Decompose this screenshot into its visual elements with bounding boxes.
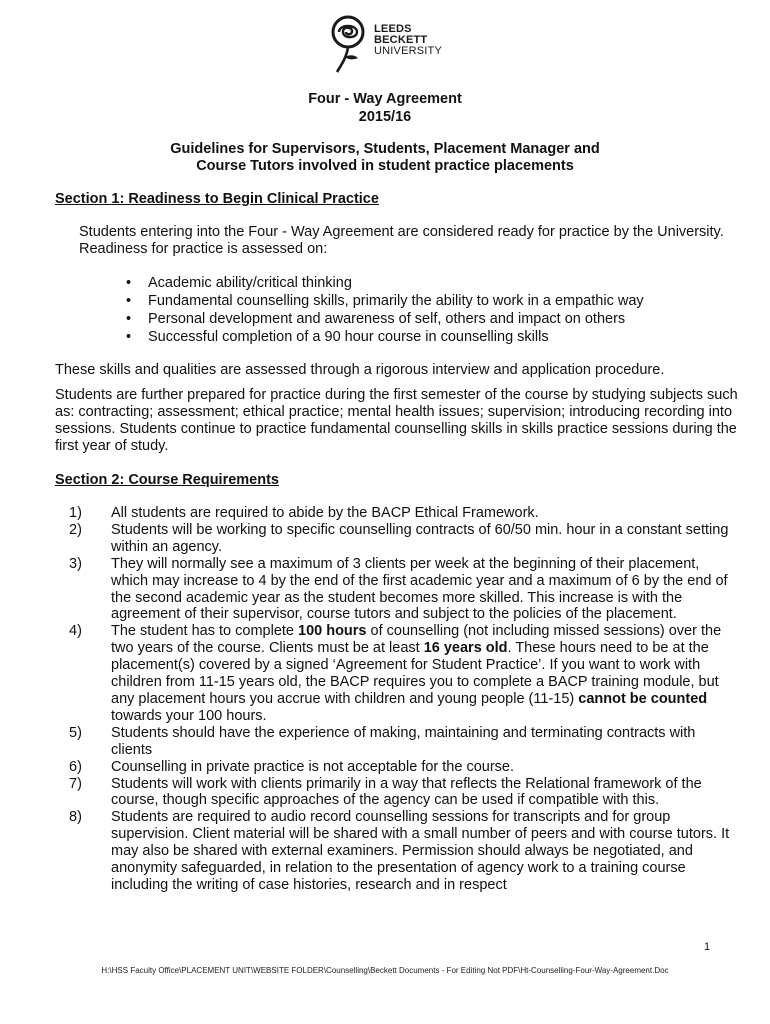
list-text: Students should have the experience of making, maintaining and terminating contracts with clients	[111, 724, 696, 758]
list-text: Students will be working to specific counselling contracts of 60/50 min. hour in a constant setting within an agency.	[111, 521, 729, 555]
document-subtitle-line1: Guidelines for Supervisors, Students, Placement Manager and	[170, 141, 600, 157]
list-number: 4)	[69, 623, 82, 640]
list-text: Students will work with clients primarily in a way that reflects the Relational framework of the course, though specific approaches of the agency can be used if compatible with this.	[111, 775, 702, 809]
prepared-paragraph: Students are further prepared for practice during the first semester of the course by studying subjects such as: contracting; assessment; ethical practice; mental health issues; supervision; introducing recording into sessions. Students continue to practice fundamental counselling skills in skills practice sessions during the first year of study.	[55, 387, 738, 454]
list-item: • Personal development and awareness of self, others and impact on others	[120, 310, 740, 328]
list-item	[55, 623, 735, 724]
bold-hours: 100 hours	[298, 623, 367, 640]
readiness-bullet-list	[120, 274, 740, 346]
list-item	[55, 759, 735, 776]
page-number: 1	[704, 941, 711, 953]
list-number: 3)	[69, 555, 82, 572]
list-number: 1)	[69, 505, 82, 521]
list-text: All students are required to abide by the BACP Ethical Framework.	[111, 505, 539, 521]
list-item	[55, 725, 735, 759]
list-item	[55, 809, 735, 894]
list-number: 2)	[69, 521, 82, 538]
document-subtitle-line2: Course Tutors involved in student practice placements	[196, 158, 574, 174]
list-text: Students are required to audio record counselling sessions for transcripts and for group supervision. Client material will be shared with a small number of peers and with course tutors. It may also be shared with external examiners. Permission should always be negotiated, and anonymity safeguarded, in relation to the presentation of agency work to a training course including the writing of case histories, research and in respect	[111, 809, 730, 893]
document-title: Four - Way Agreement	[308, 91, 462, 107]
list-text-part: of counselling (not including missed sessions) over the two years of the course. Clients must be at least	[111, 623, 722, 657]
list-item: • Successful completion of a 90 hour course in counselling skills	[120, 328, 740, 346]
logo-wordmark	[374, 24, 442, 57]
list-text-part: . These hours need to be at the placement(s) covered by a signed ‘Agreement for Student Practice’. If you want to work with children from 11-15 years old, the BACP requires you to complete a BACP training module, but any placement hours you accrue with children and young people (11-15)	[111, 640, 719, 707]
list-item	[55, 522, 735, 556]
list-text: Counselling in private practice is not acceptable for the course.	[111, 758, 514, 775]
list-item: • Fundamental counselling skills, primarily the ability to work in a empathic way	[120, 292, 740, 310]
logo-line-beckett: BECKETT	[374, 34, 428, 46]
list-number: 6)	[69, 758, 82, 775]
list-number: 5)	[69, 724, 82, 741]
list-item	[55, 556, 735, 624]
bold-not-counted: cannot be counted	[578, 690, 708, 707]
rose-icon	[328, 14, 368, 74]
section2-heading: Section 2: Course Requirements	[55, 472, 279, 488]
document-year: 2015/16	[358, 109, 412, 125]
skills-paragraph: These skills and qualities are assessed through a rigorous interview and application procedure.	[55, 362, 665, 378]
course-requirements-list	[55, 505, 735, 894]
logo-line-university: UNIVERSITY	[374, 45, 443, 57]
footer-file-path: H:\HSS Faculty Office\PLACEMENT UNIT\WEBSITE FOLDER\Counselling\Beckett Documents - For Editing Not PDF\Ht-Counselling-Four-Way-Agreement.Doc	[101, 966, 669, 975]
list-text-part: The student has to complete	[111, 623, 298, 640]
list-number: 7)	[69, 775, 82, 792]
list-item	[55, 505, 735, 522]
logo-line-leeds: LEEDS	[374, 23, 412, 35]
university-logo	[328, 14, 448, 76]
section1-intro: Students entering into the Four - Way Agreement are considered ready for practice by the University. Readiness for practice is assessed on:	[79, 224, 724, 257]
bold-age: 16 years old	[423, 640, 508, 657]
list-text-part: towards your 100 hours.	[111, 707, 267, 724]
list-text: They will normally see a maximum of 3 clients per week at the beginning of their placement, which may increase to 4 by the end of the first academic year and a maximum of 6 by the end of the second academic year as the student becomes more skilled. This increase is with the agreement of their supervisor, course tutors and subject to the policies of the placement.	[111, 555, 728, 623]
section1-heading: Section 1: Readiness to Begin Clinical Practice	[55, 191, 379, 207]
list-item	[55, 776, 735, 810]
list-number: 8)	[69, 809, 82, 826]
list-item: • Academic ability/critical thinking	[120, 274, 740, 292]
